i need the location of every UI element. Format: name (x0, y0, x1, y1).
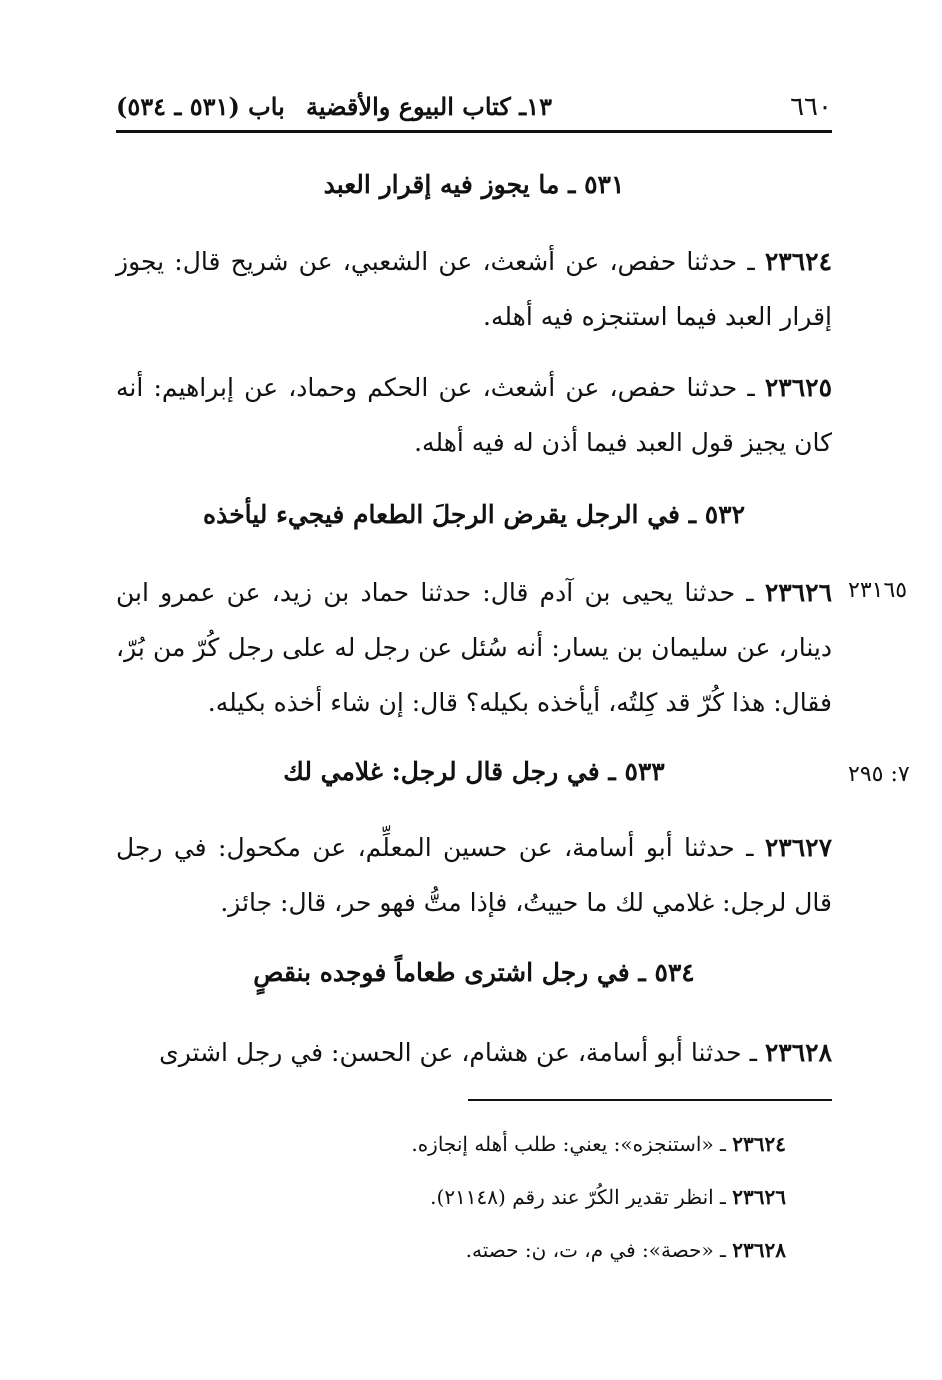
footnote-text: ـ «حصة»: في م، ت، ن: حصته. (465, 1238, 733, 1262)
hadith-text: ـ حدثنا حفص، عن أشعث، عن الشعبي، عن شريح قال: يجوز إقرار العبد فيما استنجزه فيه أهله. (116, 247, 832, 331)
footnote-divider (468, 1099, 832, 1101)
footnote-number: ٢٣٦٢٦ (732, 1185, 786, 1209)
footnote-text: ـ «استنجزه»: يعني: طلب أهله إنجازه. (411, 1132, 733, 1156)
hadith-number: ٢٣٦٢٥ (764, 373, 832, 402)
margin-reference: ٧: ٢٩٥ (848, 762, 910, 787)
hadith-number: ٢٣٦٢٤ (764, 247, 832, 276)
footnote-number: ٢٣٦٢٤ (732, 1132, 786, 1156)
chapter-range: باب (٥٣١ ـ ٥٣٤) (116, 92, 285, 121)
hadith-23626 (116, 565, 832, 730)
hadith-text: ـ حدثنا أبو أسامة، عن هشام، عن الحسن: في رجل اشترى (159, 1038, 765, 1067)
hadith-23625 (116, 360, 832, 470)
page-number: ٦٦٠ (790, 92, 832, 122)
hadith-23628 (116, 1025, 832, 1080)
margin-reference: ٢٣١٦٥ (848, 578, 908, 603)
hadith-23624 (116, 234, 832, 344)
section-heading-532: ٥٣٢ ـ في الرجل يقرض الرجلَ الطعام فيجيء ليأخذه (202, 500, 746, 529)
footnote (116, 1238, 786, 1262)
book-title: ١٣ـ كتاب البيوع والأقضية (306, 92, 552, 121)
section-heading-533: ٥٣٣ ـ في رجل قال لرجل: غلامي لك (283, 757, 665, 786)
hadith-number: ٢٣٦٢٧ (764, 833, 832, 862)
section-heading-531: ٥٣١ ـ ما يجوز فيه إقرار العبد (323, 170, 625, 199)
footnote (116, 1132, 786, 1156)
footnote (116, 1185, 786, 1209)
hadith-number: ٢٣٦٢٦ (764, 578, 832, 607)
footnote-text: ـ انظر تقدير الكُرّ عند رقم (٢١١٤٨). (430, 1185, 733, 1209)
footnote-number: ٢٣٦٢٨ (732, 1238, 786, 1262)
hadith-23627 (116, 820, 832, 930)
hadith-text: ـ حدثنا حفص، عن أشعث، عن الحكم وحماد، عن إبراهيم: أنه كان يجيز قول العبد فيما أذن له فيه أهله. (116, 373, 832, 457)
header-divider (116, 130, 832, 133)
section-heading-534: ٥٣٤ ـ في رجل اشترى طعاماً فوجده بنقصٍ (253, 958, 695, 987)
hadith-number: ٢٣٦٢٨ (764, 1038, 832, 1067)
page-header (116, 88, 832, 128)
hadith-text: ـ حدثنا أبو أسامة، عن حسين المعلِّم، عن مكحول: في رجل قال لرجل: غلامي لك ما حييتُ، فإذا متُّ فهو حر، قال: جائز. (116, 833, 832, 917)
hadith-text: ـ حدثنا يحيى بن آدم قال: حدثنا حماد بن زيد، عن عمرو ابن دينار، عن سليمان بن يسار: أنه سُئل عن رجل له على رجل كُرّ من بُرّ، فقال: هذا كُرّ قد كِلتُه، أيأخذه بكيله؟ قال: إن شاء أخذه بكيله. (116, 578, 832, 717)
